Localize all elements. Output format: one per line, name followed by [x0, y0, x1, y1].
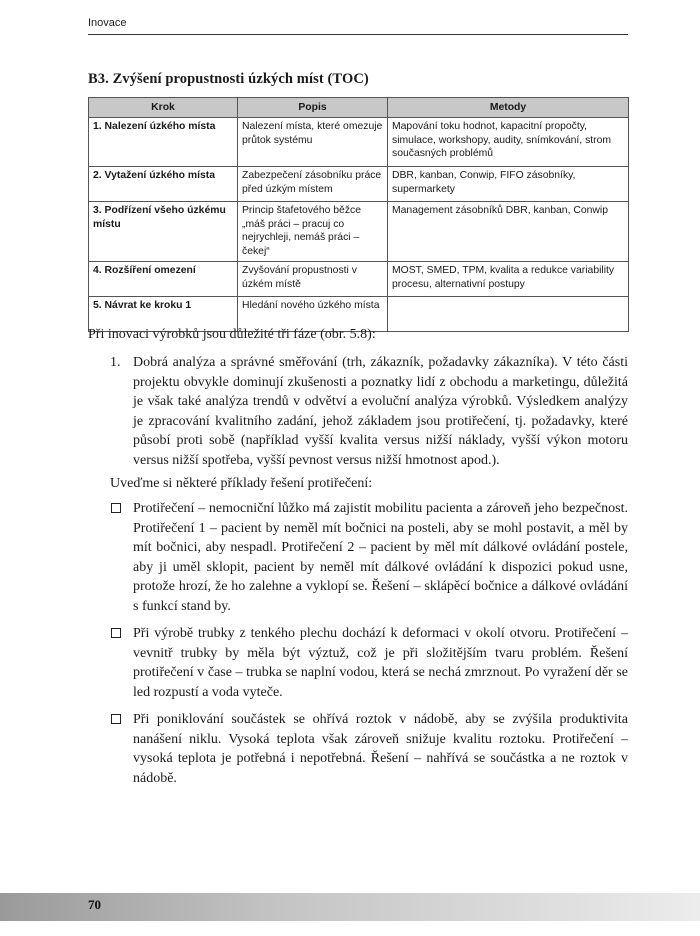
list-item: [110, 710, 628, 788]
cell-step: 3. Podřízení všeho úzkému místu: [89, 202, 238, 262]
list-item-text: Při poniklování součástek se ohřívá roztok v nádobě, aby se zvýšila produktivita nanášení niklu. Vysoká teplota však zároveň snižuje kvalitu roztoku. Protiřečení – vysoká teplota je potřebná i nepotřebná. Řešení – nahřívá se součástka a ne roztok v nádobě.: [133, 712, 628, 786]
item-text: Dobrá analýza a správné směřování (trh, zákazník, požadavky zákazníka). V této části projektu obvykle dominují zkušenosti a poznatky lidí z obchodu a marketingu, důležitá je však také analýza trendů v odvětví a evoluční analýza výrobků. Výsledkem analýzy je zpracování kvalitního zadání, jehož základem jsou protiřečení, tj. požadavky, které působí proti sobě (například vyšší kvalita versus nižší náklady, vyšší výkon motoru versus nižší spotřeba, vyšší pevnost versus nižší hmotnost apod.).: [133, 355, 628, 468]
cell-step: 5. Návrat ke kroku 1: [89, 297, 238, 332]
cell-methods: Management zásobníků DBR, kanban, Conwip: [388, 202, 629, 262]
cell-step: 1. Nalezení úzkého místa: [89, 118, 238, 167]
list-item: [110, 624, 628, 702]
page-number: 70: [88, 897, 101, 912]
item-number: 1.: [110, 355, 121, 370]
list-item-text: Protiřečení – nemocniční lůžko má zajistit mobilitu pacienta a zároveň jeho bezpečnost. Protiřečení 1 – pacient by neměl mít bočnici na posteli, aby se mohl postavit, a měl by mít bočnici, aby nespadl. Protiřečení 2 – pacient by měl mít dálkové ovládání postele, aby ji uměl sklopit, pacient by neměl mít dálkové ovládání k dispozici pokud usne, protože hrozí, že ho zalehne a vyklopí se. Řešení – sklápěcí bočnice a dálkové ovládání s funkcí stand by.: [133, 501, 628, 614]
cell-description: Nalezení místa, které omezuje průtok systému: [238, 118, 388, 167]
checkbox-bullet-icon: [111, 503, 121, 513]
cell-step: 4. Rozšíření omezení: [89, 262, 238, 297]
cell-methods: Mapování toku hodnot, kapacitní propočty, simulace, workshopy, audity, snímkování, strom současných problémů: [388, 118, 629, 167]
list-item-text: Při výrobě trubky z tenkého plechu dochází k deformaci v okolí otvoru. Protiřečení – vevnitř trubky by měla být výztuž, což je při složitějším tvaru problém. Řešení protiřečení v čase – trubka se naplní vodou, která se nechá zmrznout. Po vyražení děr se led rozpustí a voda vyteče.: [133, 626, 628, 700]
column-header-popis: Popis: [238, 98, 388, 118]
table-row: [89, 167, 629, 202]
table-header-row: [89, 98, 629, 118]
cell-step: 2. Vytažení úzkého místa: [89, 167, 238, 202]
header-rule: [88, 34, 628, 35]
column-header-metody: Metody: [388, 98, 629, 118]
examples-intro: Uveďme si některé příklady řešení protiřečení:: [110, 476, 373, 491]
checkbox-bullet-icon: [111, 628, 121, 638]
list-item: [110, 499, 628, 616]
cell-description: Zabezpečení zásobníku práce před úzkým místem: [238, 167, 388, 202]
cell-description: Zvyšování propustnosti v úzkém místě: [238, 262, 388, 297]
cell-description: Hledání nového úzkého místa: [238, 297, 388, 332]
section-title: B3. Zvýšení propustnosti úzkých míst (TOC): [88, 71, 369, 87]
running-head: Inovace: [88, 17, 127, 29]
column-header-krok: Krok: [89, 98, 238, 118]
example-list: [110, 499, 628, 796]
toc-steps-table: [88, 97, 629, 332]
checkbox-bullet-icon: [111, 714, 121, 724]
table-row: [89, 118, 629, 167]
cell-methods: DBR, kanban, Conwip, FIFO zásobníky, supermarkety: [388, 167, 629, 202]
table-row: [89, 262, 629, 297]
cell-methods: MOST, SMED, TPM, kvalita a redukce variability procesu, alternativní postupy: [388, 262, 629, 297]
cell-description: Princip štafetového běžce „máš práci – pracuj co nejrychleji, nemáš práci – čekej“: [238, 202, 388, 262]
footer-bar: [0, 893, 700, 921]
table-row: [89, 202, 629, 262]
intro-paragraph: Při inovaci výrobků jsou důležité tři fáze (obr. 5.8):: [88, 327, 376, 342]
numbered-item: [110, 353, 628, 470]
